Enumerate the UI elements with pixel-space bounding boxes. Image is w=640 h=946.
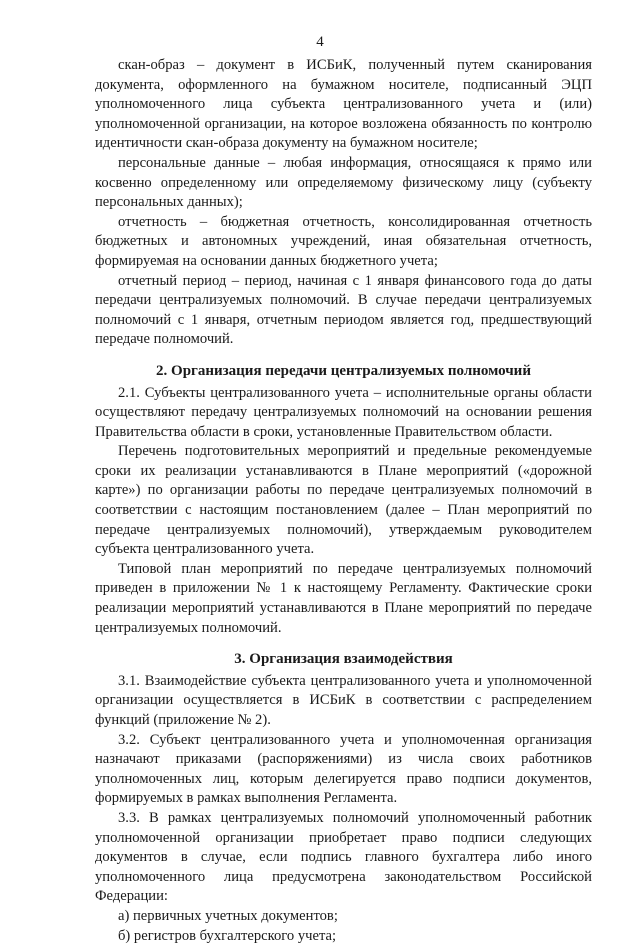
page-number: 4 [316, 34, 324, 50]
section-3-heading: 3. Организация взаимодействия [234, 651, 453, 668]
section-2-paragraph-3: Типовой план мероприятий по передаче централизуемых полномочий приведен в приложении № 1 к настоящему Регламенту. Фактические сроки реализации мероприятий устанавливаются в Плане мероприятий по передаче централизуемых полномочий. [95, 560, 592, 636]
definition-scan-image: скан-образ – документ в ИСБиК, полученный путем сканирования документа, оформленного на бумажном носителе, подписанный ЭЦП уполномоченного лица субъекта централизованного учета и (или) уполномоченной организации, на которое возложена обязанность по контролю идентичности скан-образа документу на бумажном носителе; [95, 57, 592, 152]
definition-reporting: отчетность – бюджетная отчетность, консолидированная отчетность бюджетных и автономных учреждений, иная обязательная отчетность, формируемая на основании данных бюджетного учета; [95, 213, 592, 269]
definition-reporting-period: отчетный период – период, начиная с 1 января финансового года до даты передачи централизуемых полномочий. В случае передачи централизуемых полномочий с 1 января, отчетным периодом является год, предшествующий передаче полномочий. [95, 272, 592, 348]
section-3-list-item-a: а) первичных учетных документов; [118, 907, 338, 924]
section-3-paragraph-3: 3.3. В рамках централизуемых полномочий уполномоченный работник уполномоченной организации приобретает право подписи следующих документов в случае, если подпись главного бухгалтера либо иного уполномоченного лица предусмотрена законодательством Российской Федерации: [95, 809, 592, 905]
section-2-paragraph-1: 2.1. Субъекты централизованного учета – исполнительные органы области осуществляют передачу централизуемых полномочий на основании решения Правительства области в сроки, установленные Правительством области. [95, 384, 592, 440]
section-3-paragraph-1: 3.1. Взаимодействие субъекта централизованного учета и уполномоченной организации осуществляется в ИСБиК в соответствии с распределением функций (приложение № 2). [95, 672, 592, 728]
section-3-paragraph-2: 3.2. Субъект централизованного учета и уполномоченная организация назначают приказами (распоряжениями) из числа своих работников уполномоченных лиц, которым делегируется право подписи документов, формируемых в рамках выполнения Регламента. [95, 731, 592, 807]
section-2-heading: 2. Организация передачи централизуемых полномочий [156, 362, 531, 379]
section-3-list-item-b: б) регистров бухгалтерского учета; [118, 927, 337, 944]
section-2-paragraph-2: Перечень подготовительных мероприятий и предельные рекомендуемые сроки их реализации устанавливаются в Плане мероприятий («дорожной карте») по организации работы по передаче централизуемых полномочий в соответствии с настоящим постановлением (далее – План мероприятий по передаче централизуемых полномочий), утверждаемым руководителем субъекта централизованного учета. [95, 443, 592, 558]
document-body [95, 56, 592, 946]
definition-personal-data: персональные данные – любая информация, относящаяся к прямо или косвенно определенному или определяемому физическому лицу (субъекту персональных данных); [95, 154, 592, 211]
